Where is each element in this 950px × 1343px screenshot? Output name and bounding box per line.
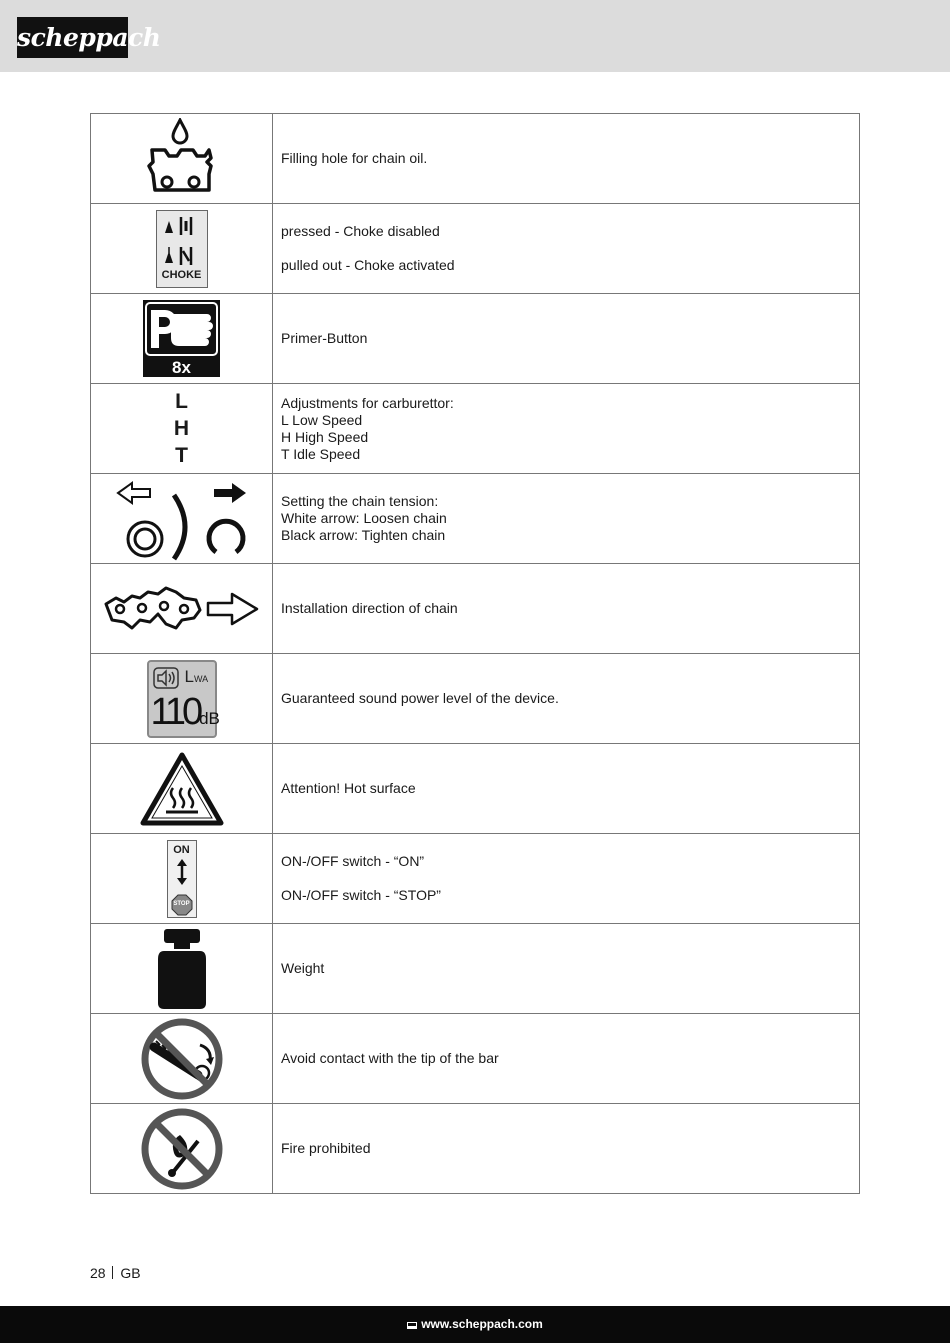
- row-description: Weight: [281, 960, 325, 976]
- row-description: T Idle Speed: [281, 445, 361, 462]
- row-description: pulled out - Choke activated: [281, 257, 455, 273]
- letter-h: H: [173, 417, 190, 440]
- choke-icon-label: CHOKE: [161, 268, 202, 281]
- page-number: [90, 1265, 141, 1281]
- choke-icon: [156, 210, 208, 288]
- lwa-label: L: [184, 666, 194, 686]
- sound-level-value: 110: [150, 690, 200, 733]
- table-row: [91, 924, 860, 1014]
- table-row: [91, 204, 860, 294]
- website-link[interactable]: www.scheppach.com: [421, 1317, 543, 1331]
- brand-logo: scheppach: [17, 17, 128, 58]
- letter-t: T: [175, 444, 188, 467]
- chain-direction-icon: [102, 584, 262, 634]
- table-row: [91, 114, 860, 204]
- table-row: [91, 564, 860, 654]
- table-row: [91, 1014, 860, 1104]
- weight-icon: [154, 927, 210, 1011]
- row-description: Adjustments for carburettor:: [281, 394, 454, 411]
- row-description: White arrow: Loosen chain: [281, 510, 447, 526]
- table-row: [91, 1104, 860, 1194]
- primer-icon-label: 8x: [172, 358, 191, 377]
- table-row: [91, 384, 860, 474]
- fire-prohibited-icon: [140, 1107, 224, 1191]
- sound-level-unit: dB: [199, 708, 220, 728]
- row-description: ON-/OFF switch - “STOP”: [281, 887, 441, 903]
- row-description: Setting the chain tension:: [281, 493, 439, 509]
- carburettor-letters-icon: [91, 388, 272, 469]
- lwa-subscript: WA: [193, 673, 209, 684]
- row-description: Fire prohibited: [281, 1140, 371, 1156]
- stop-label: STOP: [173, 900, 190, 907]
- table-row: [91, 294, 860, 384]
- laptop-icon: [407, 1322, 417, 1329]
- table-row: [91, 744, 860, 834]
- row-description: H High Speed: [281, 428, 369, 445]
- on-label: ON: [173, 843, 190, 856]
- row-description: Guaranteed sound power level of the device.: [281, 690, 559, 706]
- row-description: Avoid contact with the tip of the bar: [281, 1050, 499, 1066]
- row-description: Primer-Button: [281, 330, 368, 346]
- row-description: Filling hole for chain oil.: [281, 150, 428, 166]
- sound-power-icon: [147, 660, 220, 738]
- on-off-switch-icon: [167, 840, 197, 918]
- row-description: pressed - Choke disabled: [281, 223, 440, 239]
- chain-tension-icon: [112, 477, 252, 561]
- hot-surface-warning-icon: [140, 752, 224, 826]
- page-number-separator: [112, 1266, 113, 1279]
- table-row: [91, 834, 860, 924]
- letter-l: L: [175, 390, 188, 413]
- table-row: [91, 654, 860, 744]
- row-description: Attention! Hot surface: [281, 780, 416, 796]
- row-description: Installation direction of chain: [281, 600, 458, 616]
- no-bar-tip-contact-icon: [140, 1017, 224, 1101]
- page-language: GB: [120, 1265, 141, 1281]
- row-description: ON-/OFF switch - “ON”: [281, 853, 425, 869]
- symbol-table: [90, 113, 860, 1194]
- page-footer: [0, 1306, 950, 1343]
- row-description: L Low Speed: [281, 411, 363, 428]
- chain-oil-icon: [147, 118, 217, 200]
- page-number-value: 28: [90, 1265, 106, 1281]
- page-header: [0, 0, 950, 72]
- primer-button-icon: [143, 300, 220, 377]
- row-description: Black arrow: Tighten chain: [281, 527, 446, 543]
- table-row: [91, 474, 860, 564]
